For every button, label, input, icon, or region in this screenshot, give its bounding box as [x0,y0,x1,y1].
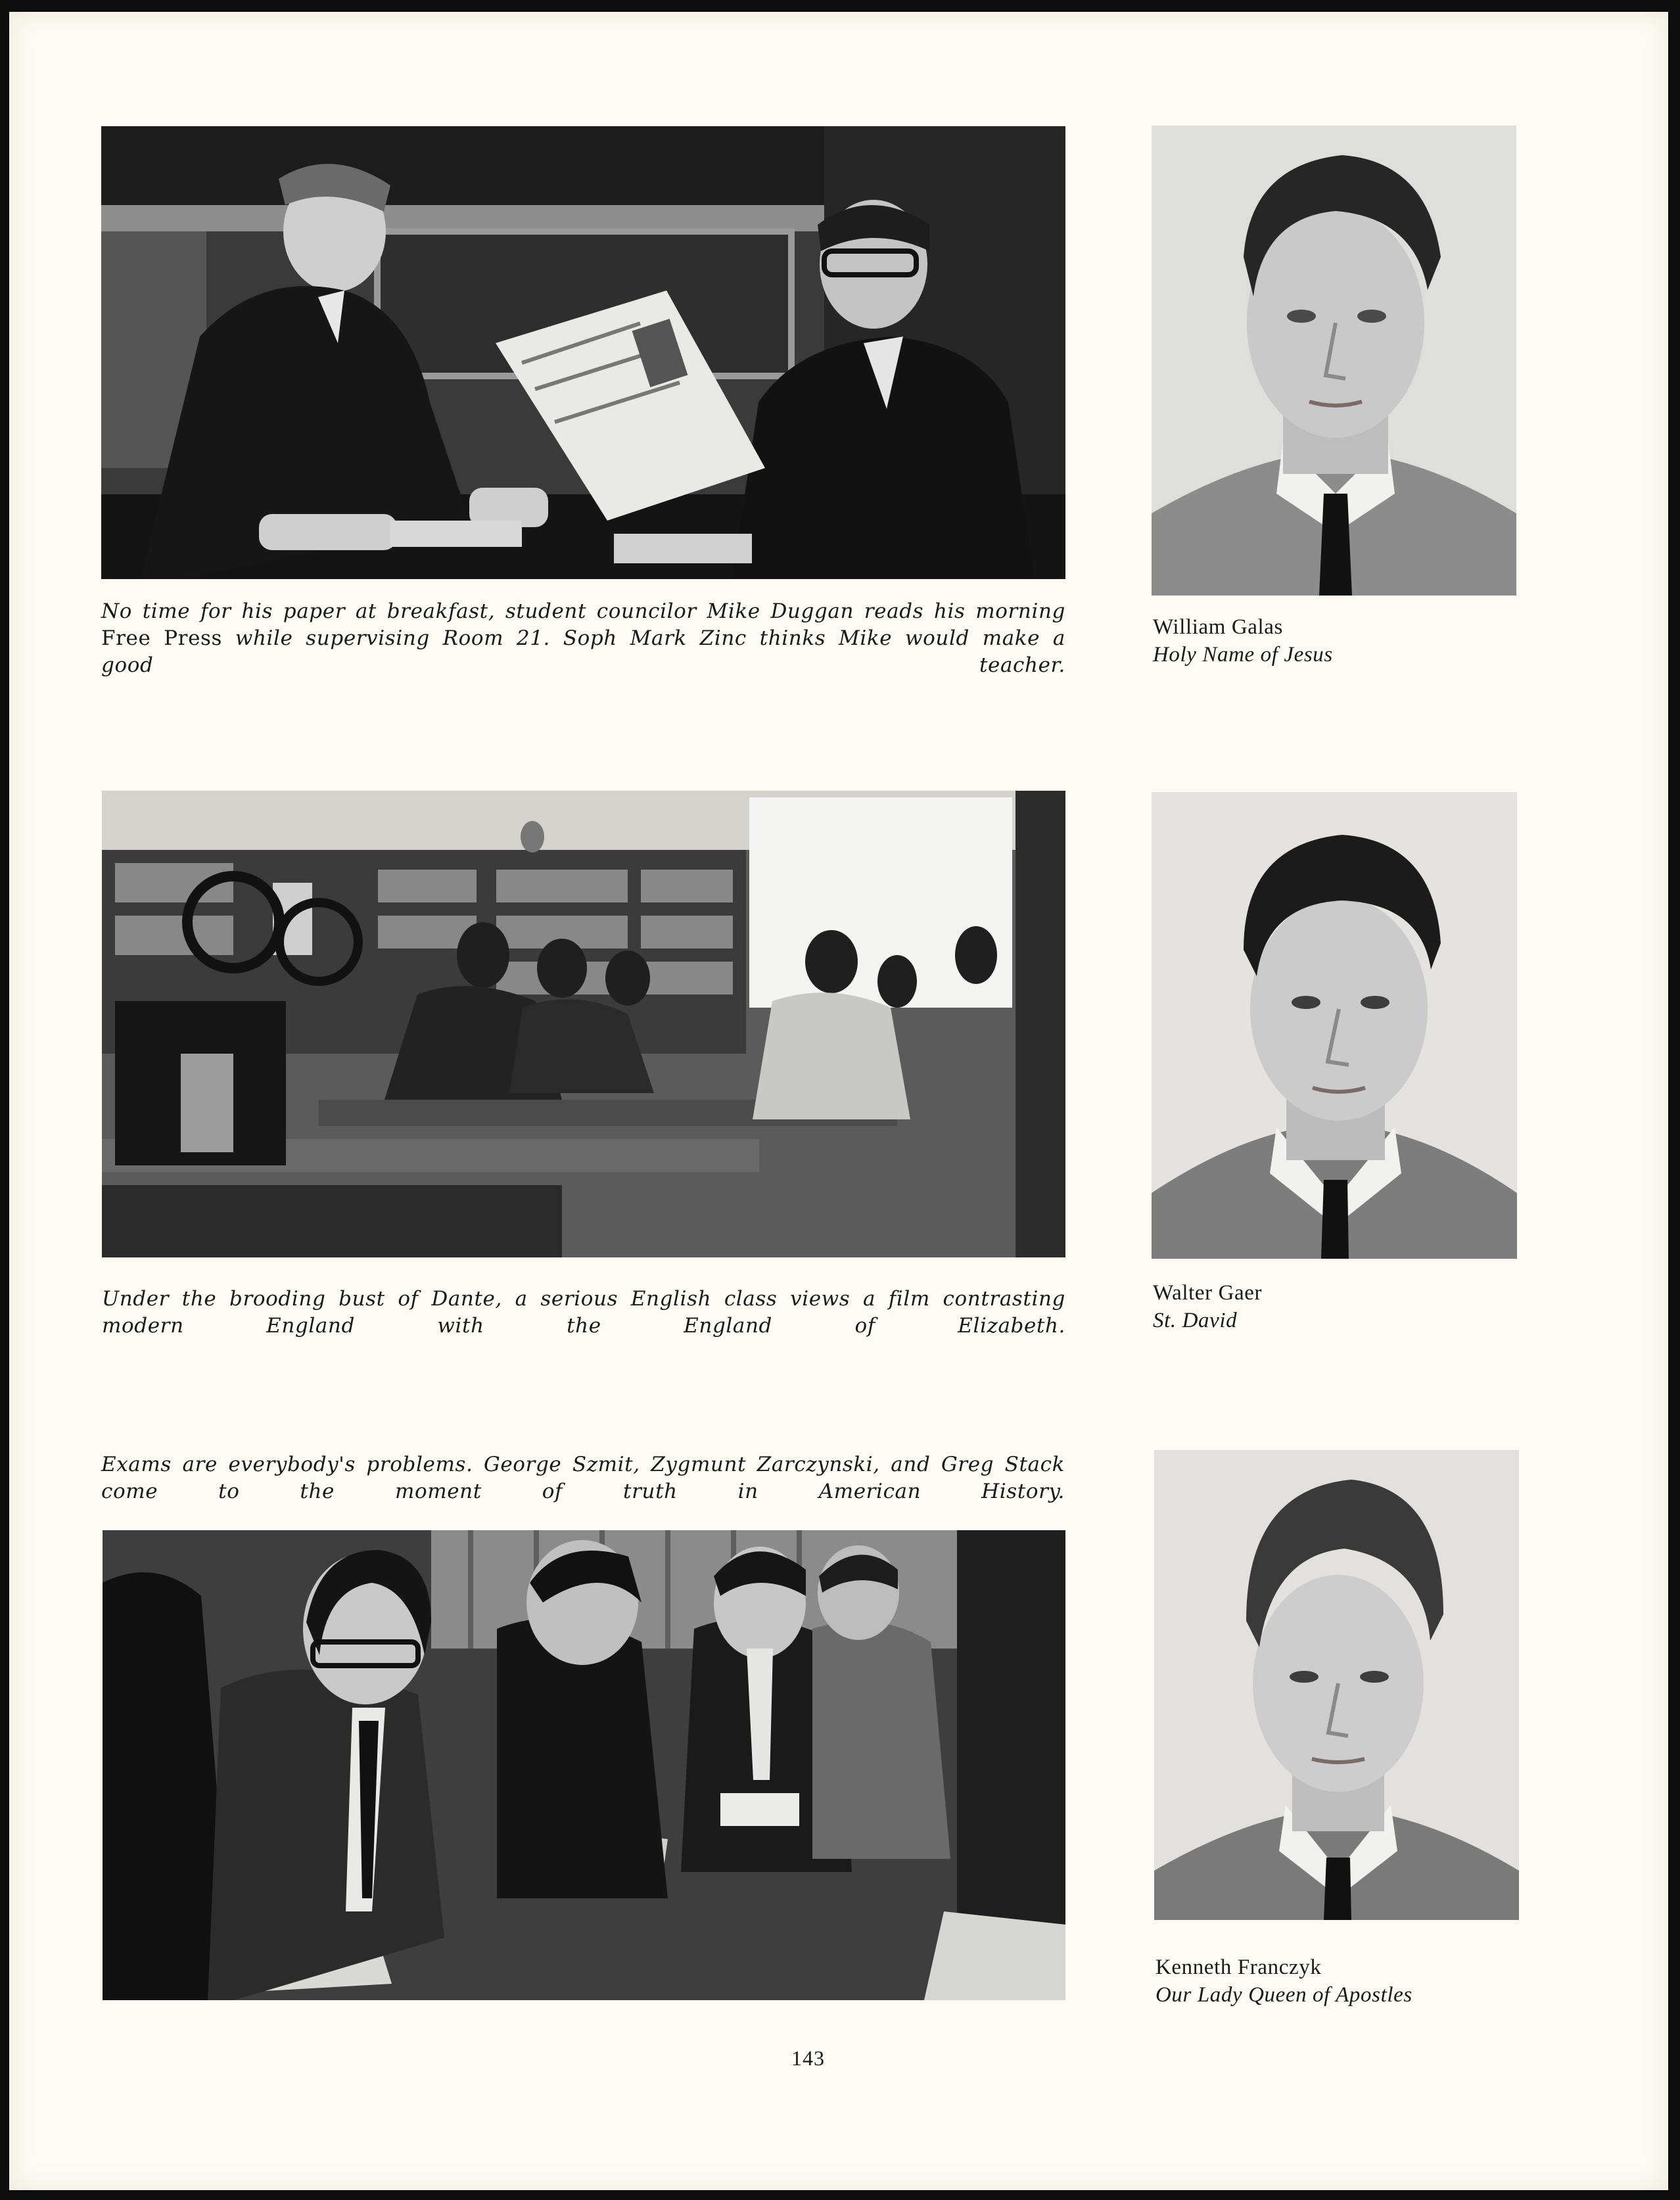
photo-english-class-film [102,791,1065,1257]
photo-caption-newspaper [101,598,1065,679]
portrait-kenneth-franczyk [1154,1450,1519,1920]
photo-caption-exams: Exams are everybody's problems. George Szmit, Zygmunt Zarczynski, and Greg Stack come to the moment of truth in American History. [101,1453,1065,1503]
portrait-caption-franczyk [1155,1954,1412,2009]
yearbook-page [9,12,1668,2190]
portrait-william-galas [1152,126,1516,596]
portrait-caption-galas [1153,613,1333,668]
portrait-walter-gaer [1152,792,1517,1259]
student-parish: St. David [1153,1309,1238,1332]
student-name: Walter Gaer [1153,1281,1263,1305]
photo-american-history-exam [103,1530,1065,2000]
caption-text-after-masthead: while supervising Room 21. Soph Mark Zinc thinks Mike would make a good teacher. [101,626,1065,677]
portrait-caption-gaer [1153,1279,1262,1334]
student-name: Kenneth Franczyk [1155,1955,1322,1979]
student-name: William Galas [1153,615,1284,639]
caption-newspaper-title: Free Press [101,626,223,650]
student-parish: Holy Name of Jesus [1153,643,1333,667]
student-parish: Our Lady Queen of Apostles [1155,1983,1412,2007]
photo-newspaper-breakfast [101,126,1065,579]
caption-text-before-masthead: No time for his paper at breakfast, student councilor Mike Duggan reads his morning [101,599,1065,623]
page-number: 143 [791,2046,825,2070]
photo-caption-english-class: Under the brooding bust of Dante, a serious English class views a film contrasting modern England with the England of Elizabeth. [102,1287,1065,1338]
